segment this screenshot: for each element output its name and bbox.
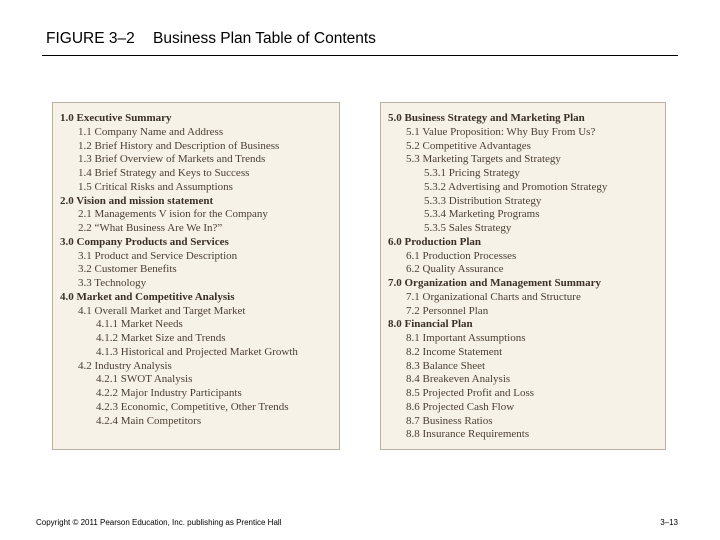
toc-entry: 4.1 Overall Market and Target Market xyxy=(78,304,246,317)
toc-section-heading: 6.0 Production Plan xyxy=(388,235,482,248)
toc-entry: 5.3.4 Marketing Programs xyxy=(424,208,540,221)
toc-panel-left xyxy=(52,102,340,450)
toc-entry: 1.3 Brief Overview of Markets and Trends xyxy=(78,153,266,166)
toc-entry: 8.8 Insurance Requirements xyxy=(406,428,530,441)
copyright-notice: Copyright © 2011 Pearson Education, Inc. publishing as Prentice Hall xyxy=(36,518,282,527)
toc-list-left xyxy=(53,112,339,428)
toc-section-heading: 5.0 Business Strategy and Marketing Plan xyxy=(388,112,585,124)
toc-section-heading: 2.0 Vision and mission statement xyxy=(60,194,214,207)
toc-entry: 5.3.1 Pricing Strategy xyxy=(424,167,520,179)
toc-entry: 5.2 Competitive Advantages xyxy=(406,139,531,152)
toc-entry: 3.2 Customer Benefits xyxy=(78,263,177,276)
toc-entry: 6.2 Quality Assurance xyxy=(406,263,504,276)
toc-entry: 4.2.2 Major Industry Participants xyxy=(96,387,242,399)
toc-panel-right xyxy=(380,102,666,450)
toc-entry: 2.1 Managements V ision for the Company xyxy=(78,208,268,221)
toc-entry: 3.3 Technology xyxy=(78,277,147,289)
toc-entry: 4.2.3 Economic, Competitive, Other Trends xyxy=(96,400,289,413)
toc-section-heading: 7.0 Organization and Management Summary xyxy=(388,277,601,289)
toc-entry: 8.4 Breakeven Analysis xyxy=(406,373,511,386)
toc-entry: 8.3 Balance Sheet xyxy=(406,359,486,372)
header-divider xyxy=(42,55,678,56)
toc-entry: 8.6 Projected Cash Flow xyxy=(406,400,515,413)
toc-entry: 8.2 Income Statement xyxy=(406,345,503,358)
toc-entry: 1.5 Critical Risks and Assumptions xyxy=(78,180,233,193)
toc-entry: 5.3.5 Sales Strategy xyxy=(424,222,512,234)
toc-entry: 5.3.3 Distribution Strategy xyxy=(424,194,542,207)
toc-entry: 1.4 Brief Strategy and Keys to Success xyxy=(78,167,250,179)
toc-entry: 4.2.1 SWOT Analysis xyxy=(96,373,193,386)
toc-entry: 2.2 “What Business Are We In?” xyxy=(78,222,223,234)
toc-entry: 4.2.4 Main Competitors xyxy=(96,414,202,427)
toc-entry: 6.1 Production Processes xyxy=(406,249,517,262)
toc-entry: 4.1.1 Market Needs xyxy=(96,318,183,331)
page-number: 3–13 xyxy=(660,518,678,527)
toc-entry: 8.5 Projected Profit and Loss xyxy=(406,387,535,399)
toc-entry: 5.3.2 Advertising and Promotion Strategy xyxy=(424,180,608,193)
toc-entry: 4.2 Industry Analysis xyxy=(78,359,172,372)
toc-list-right xyxy=(381,112,665,442)
toc-entry: 7.1 Organizational Charts and Structure xyxy=(406,290,581,303)
slide-title: Business Plan Table of Contents xyxy=(153,30,376,47)
toc-entry: 4.1.2 Market Size and Trends xyxy=(96,332,226,344)
slide-header xyxy=(46,30,376,48)
toc-section-heading: 1.0 Executive Summary xyxy=(60,112,172,124)
toc-section-heading: 4.0 Market and Competitive Analysis xyxy=(60,290,235,303)
toc-entry: 5.3 Marketing Targets and Strategy xyxy=(406,153,561,166)
figure-label: FIGURE 3–2 xyxy=(46,30,135,47)
toc-section-heading: 8.0 Financial Plan xyxy=(388,318,473,331)
toc-entry: 3.1 Product and Service Description xyxy=(78,249,238,262)
toc-entry: 8.7 Business Ratios xyxy=(406,414,493,427)
toc-entry: 1.2 Brief History and Description of Business xyxy=(78,139,280,152)
toc-entry: 8.1 Important Assumptions xyxy=(406,332,526,344)
toc-entry: 1.1 Company Name and Address xyxy=(78,125,224,138)
toc-section-heading: 3.0 Company Products and Services xyxy=(60,235,229,248)
toc-entry: 4.1.3 Historical and Projected Market Growth xyxy=(96,345,298,358)
toc-entry: 7.2 Personnel Plan xyxy=(406,304,489,317)
toc-entry: 5.1 Value Proposition: Why Buy From Us? xyxy=(406,125,596,138)
